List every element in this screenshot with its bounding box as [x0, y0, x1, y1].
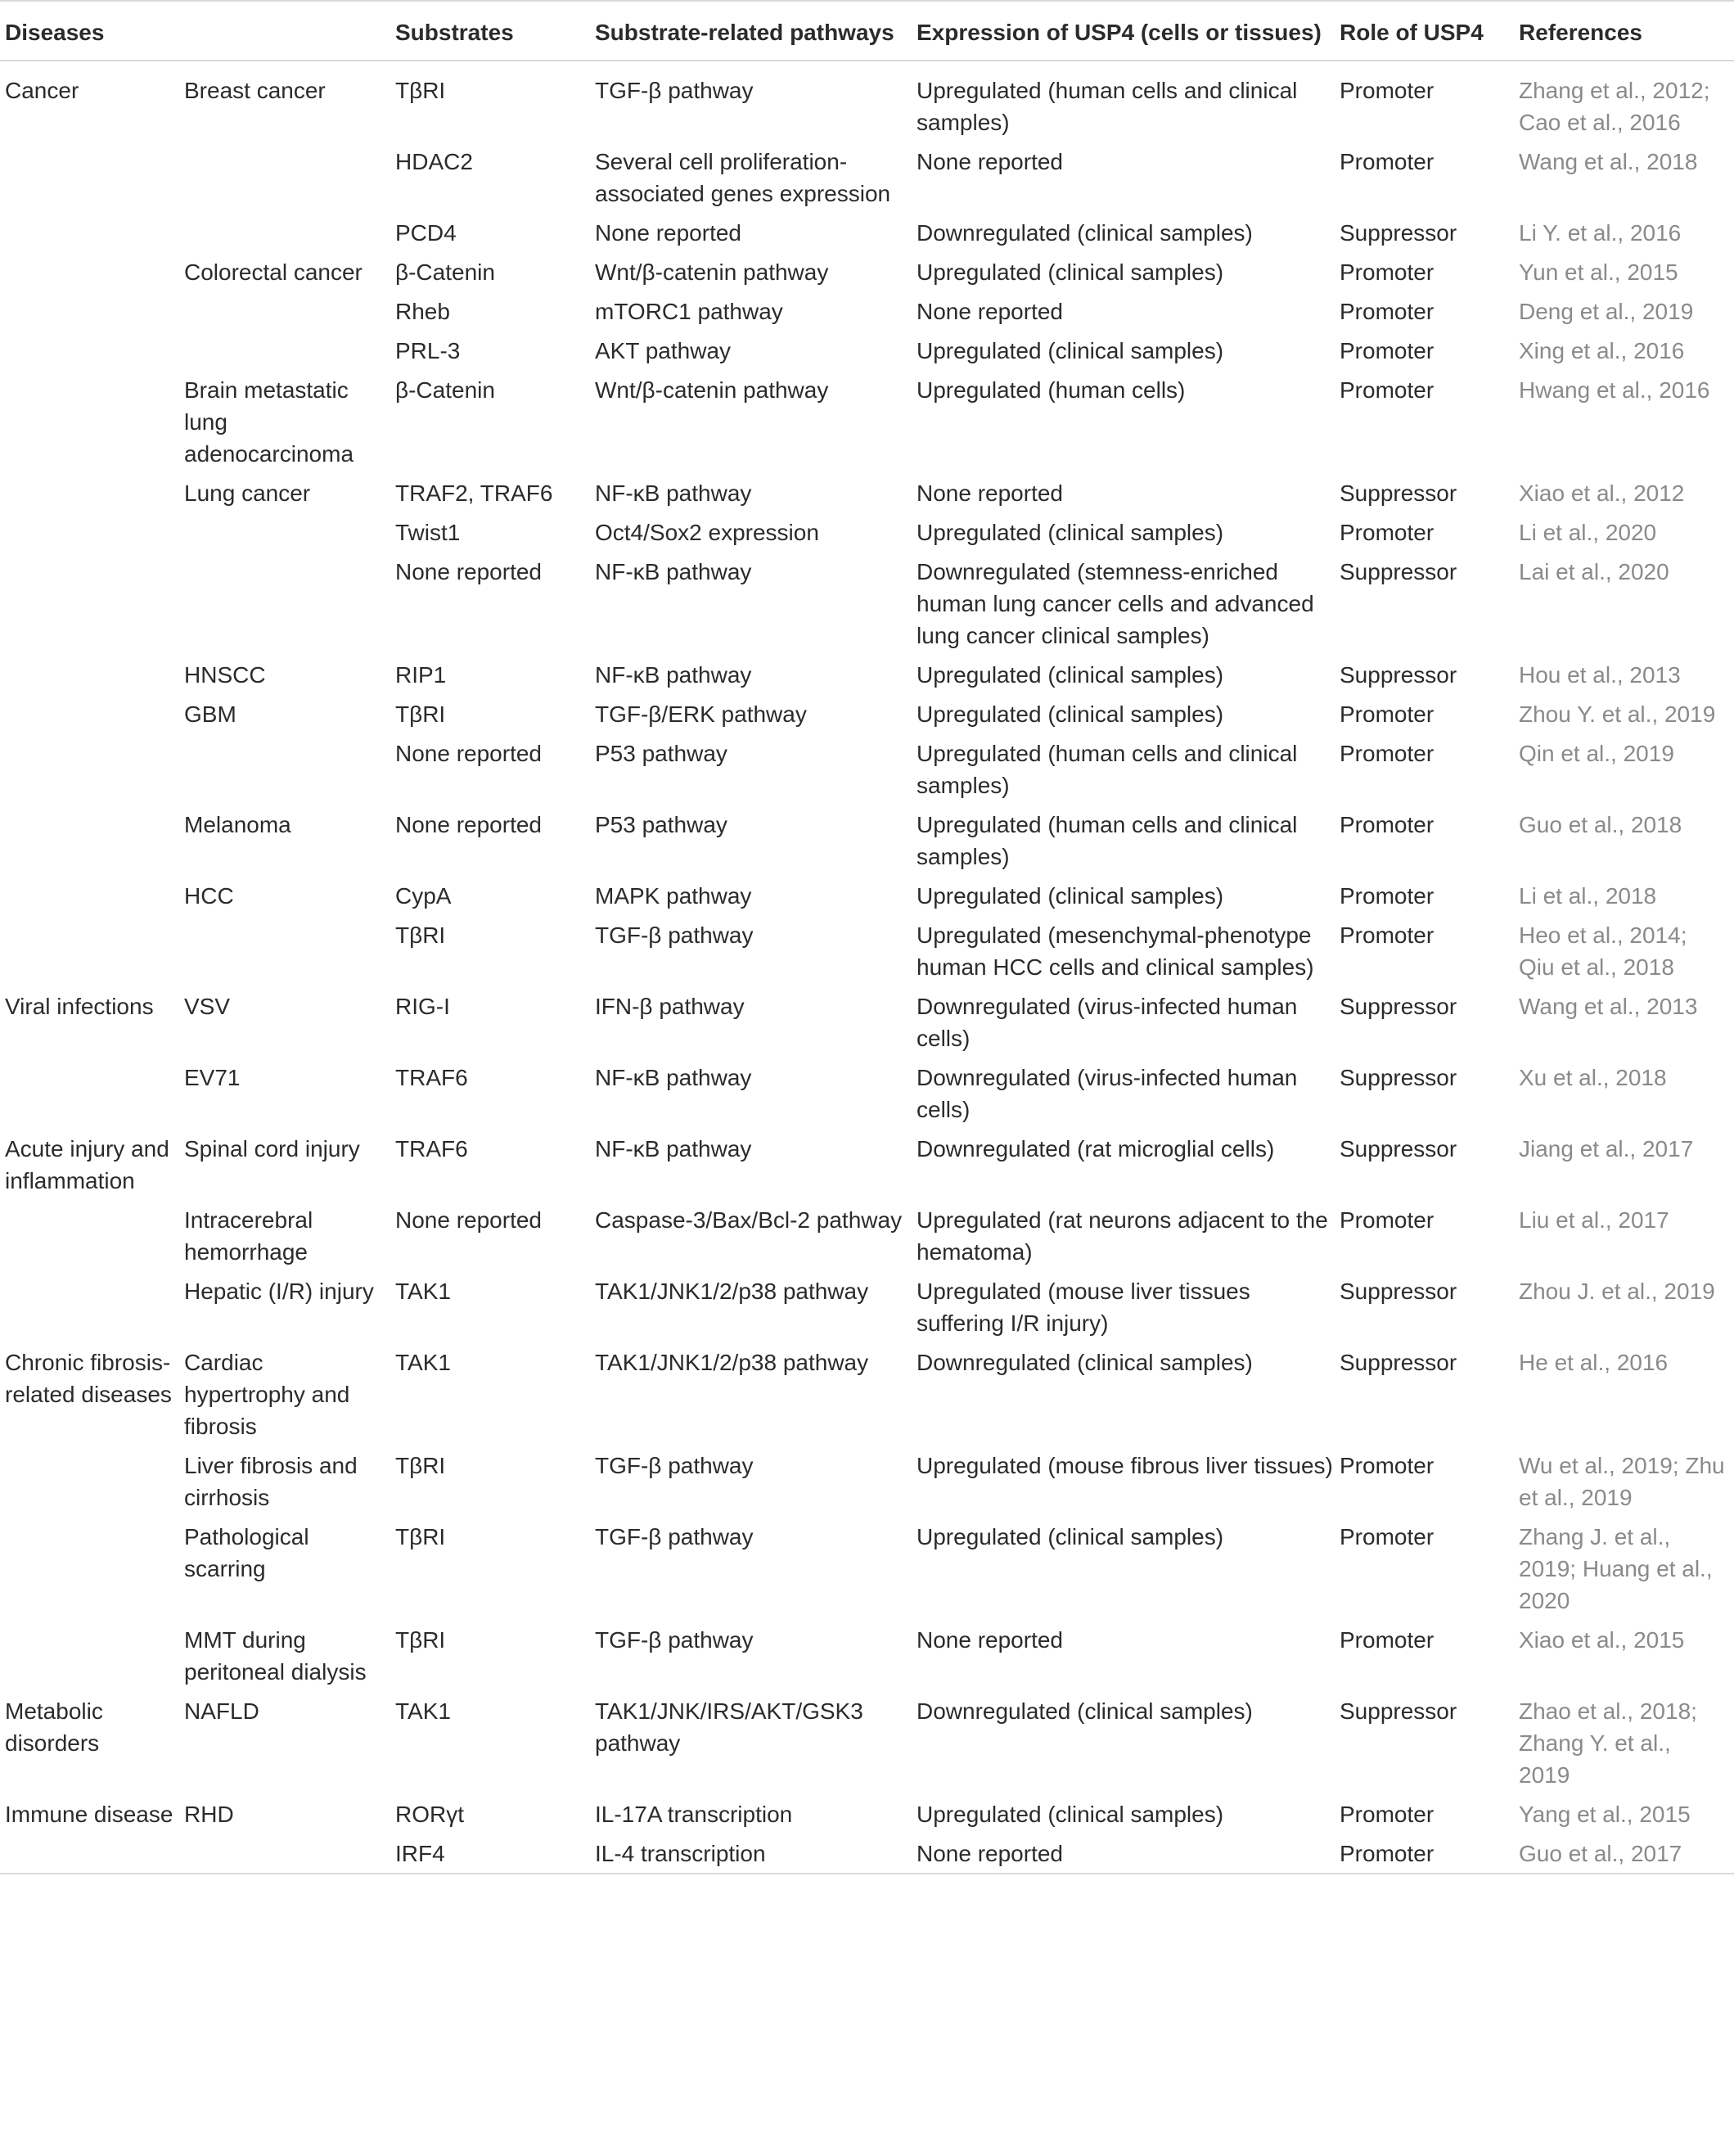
cell-role: Promoter — [1340, 1802, 1434, 1827]
cell-disease — [179, 291, 390, 331]
header-row — [0, 1, 1734, 61]
cell-category — [0, 473, 179, 512]
cell-pathway: P53 pathway — [595, 812, 727, 837]
cell-expression: Downregulated (stemness-enriched human lung cancer cells and advanced lung cancer clinical samples) — [917, 559, 1314, 648]
cell-role: Suppressor — [1340, 1350, 1457, 1375]
cell-references: Yang et al., 2015 — [1519, 1802, 1691, 1827]
cell-substrate: RIP1 — [395, 662, 447, 688]
cell-references: Deng et al., 2019 — [1519, 299, 1694, 324]
cell-disease — [179, 552, 390, 655]
cell-references: Xiao et al., 2015 — [1519, 1627, 1685, 1653]
cell-disease: Spinal cord injury — [184, 1136, 360, 1161]
cell-references: Zhou Y. et al., 2019 — [1519, 701, 1716, 727]
cell-references: Yun et al., 2015 — [1519, 259, 1678, 285]
cell-expression: Downregulated (rat microglial cells) — [917, 1136, 1275, 1161]
cell-pathway: TGF-β/ERK pathway — [595, 701, 807, 727]
cell-substrate: None reported — [395, 741, 543, 766]
cell-disease: RHD — [184, 1802, 234, 1827]
cell-expression: None reported — [912, 1834, 1335, 1874]
cell-category — [0, 1517, 179, 1620]
table-row — [0, 370, 1734, 473]
cell-role: Suppressor — [1340, 559, 1457, 584]
header-expression: Expression of USP4 (cells or tissues) — [912, 1, 1335, 61]
cell-expression: Upregulated (clinical samples) — [917, 338, 1224, 363]
cell-pathway: Several cell proliferation-associated genes expression — [595, 149, 891, 206]
cell-substrate: Rheb — [395, 299, 450, 324]
cell-substrate: TRAF2, TRAF6 — [395, 480, 553, 506]
cell-category: Chronic fibrosis-related diseases — [5, 1350, 172, 1407]
cell-disease — [179, 733, 390, 805]
cell-role: Promoter — [1340, 1207, 1434, 1233]
cell-expression: Upregulated (clinical samples) — [917, 701, 1224, 727]
cell-expression: None reported — [917, 480, 1064, 506]
cell-expression: Upregulated (mouse fibrous liver tissues) — [917, 1453, 1333, 1478]
cell-category — [0, 1200, 179, 1271]
cell-substrate: β-Catenin — [395, 259, 495, 285]
cell-expression: Upregulated (human cells) — [917, 377, 1186, 403]
cell-references: Xu et al., 2018 — [1519, 1065, 1667, 1090]
cell-references: Zhang J. et al., 2019; Huang et al., 2020 — [1519, 1524, 1713, 1613]
table-row — [0, 805, 1734, 876]
cell-pathway: TGF-β pathway — [595, 1627, 754, 1653]
cell-disease: Brain metastatic lung adenocarcinoma — [184, 377, 354, 467]
cell-substrate: None reported — [395, 1207, 543, 1233]
cell-references: Zhou J. et al., 2019 — [1519, 1279, 1715, 1304]
table-row — [0, 876, 1734, 915]
table-row — [0, 986, 1734, 1058]
cell-expression: Downregulated (virus-infected human cells) — [917, 994, 1298, 1051]
cell-role: Promoter — [1340, 299, 1434, 324]
cell-substrate: CypA — [395, 883, 452, 909]
cell-expression: Upregulated (clinical samples) — [917, 1802, 1224, 1827]
cell-substrate: TRAF6 — [395, 1136, 468, 1161]
cell-substrate: IRF4 — [390, 1834, 590, 1874]
cell-substrate: TβRI — [395, 701, 446, 727]
cell-references: Heo et al., 2014; Qiu et al., 2018 — [1519, 922, 1687, 980]
table-row — [0, 1834, 1734, 1874]
cell-references: Jiang et al., 2017 — [1519, 1136, 1694, 1161]
cell-substrate: TβRI — [395, 78, 446, 103]
cell-category — [0, 213, 179, 252]
table-row — [0, 61, 1734, 142]
cell-substrate: None reported — [395, 559, 543, 584]
cell-pathway: Wnt/β-catenin pathway — [595, 377, 829, 403]
cell-category: Immune disease — [5, 1802, 173, 1827]
cell-expression: Upregulated (mouse liver tissues suffering I/R injury) — [917, 1279, 1250, 1336]
cell-role: Promoter — [1335, 1834, 1514, 1874]
cell-disease: EV71 — [184, 1065, 241, 1090]
cell-disease — [179, 512, 390, 552]
cell-pathway: TGF-β pathway — [595, 1524, 754, 1549]
cell-disease: MMT during peritoneal dialysis — [184, 1627, 367, 1685]
cell-category — [0, 1834, 179, 1874]
header-disease-subtype — [179, 1, 390, 61]
cell-category — [0, 142, 179, 213]
cell-substrate: TAK1 — [395, 1279, 451, 1304]
cell-role: Suppressor — [1340, 994, 1457, 1019]
cell-category: Acute injury and inflammation — [5, 1136, 169, 1193]
table-row — [0, 331, 1734, 370]
table-row — [0, 512, 1734, 552]
cell-pathway: NF-κB pathway — [595, 662, 752, 688]
cell-role: Suppressor — [1340, 220, 1457, 246]
cell-category — [0, 512, 179, 552]
cell-references: Guo et al., 2017 — [1514, 1834, 1734, 1874]
table-body — [0, 61, 1734, 1874]
header-role: Role of USP4 — [1335, 1, 1514, 61]
cell-role: Promoter — [1340, 1627, 1434, 1653]
cell-substrate: RORγt — [395, 1802, 464, 1827]
cell-substrate: TβRI — [395, 1524, 446, 1549]
cell-disease: GBM — [184, 701, 236, 727]
cell-category — [0, 915, 179, 986]
cell-expression: Upregulated (mesenchymal-phenotype human HCC cells and clinical samples) — [917, 922, 1314, 980]
cell-references: Zhao et al., 2018; Zhang Y. et al., 2019 — [1519, 1698, 1697, 1788]
cell-role: Promoter — [1340, 377, 1434, 403]
cell-expression: Upregulated (clinical samples) — [917, 1524, 1224, 1549]
cell-role: Promoter — [1340, 1524, 1434, 1549]
cell-references: Xing et al., 2016 — [1519, 338, 1685, 363]
cell-disease: Breast cancer — [184, 78, 326, 103]
cell-category — [0, 1446, 179, 1517]
cell-disease — [179, 331, 390, 370]
cell-pathway: NF-κB pathway — [595, 1136, 752, 1161]
cell-pathway: Wnt/β-catenin pathway — [595, 259, 829, 285]
cell-substrate: Twist1 — [395, 520, 461, 545]
cell-substrate: RIG-I — [395, 994, 450, 1019]
cell-disease — [179, 142, 390, 213]
cell-category — [0, 655, 179, 694]
cell-pathway: mTORC1 pathway — [595, 299, 783, 324]
cell-expression: Downregulated (clinical samples) — [917, 220, 1253, 246]
cell-role: Promoter — [1340, 922, 1434, 948]
cell-pathway: AKT pathway — [595, 338, 732, 363]
cell-references: Li et al., 2018 — [1519, 883, 1657, 909]
table-row — [0, 1271, 1734, 1342]
cell-substrate: TAK1 — [395, 1350, 451, 1375]
cell-expression: None reported — [917, 149, 1064, 174]
cell-role: Promoter — [1340, 883, 1434, 909]
cell-role: Promoter — [1340, 338, 1434, 363]
cell-substrate: PCD4 — [395, 220, 457, 246]
cell-category — [0, 552, 179, 655]
table-row — [0, 915, 1734, 986]
cell-pathway: None reported — [595, 220, 742, 246]
cell-expression: Upregulated (human cells and clinical samples) — [917, 812, 1298, 869]
table-row — [0, 1620, 1734, 1691]
cell-role: Promoter — [1340, 259, 1434, 285]
table-row — [0, 252, 1734, 291]
table-row — [0, 1342, 1734, 1446]
cell-role: Promoter — [1340, 701, 1434, 727]
cell-disease: HNSCC — [184, 662, 266, 688]
table-row — [0, 1691, 1734, 1794]
cell-pathway: NF-κB pathway — [595, 1065, 752, 1090]
table-row — [0, 1446, 1734, 1517]
cell-references: He et al., 2016 — [1519, 1350, 1669, 1375]
cell-role: Promoter — [1340, 149, 1434, 174]
cell-expression: None reported — [917, 299, 1064, 324]
table-row — [0, 655, 1734, 694]
cell-disease: Colorectal cancer — [184, 259, 363, 285]
cell-disease — [179, 213, 390, 252]
cell-pathway: TGF-β pathway — [595, 78, 754, 103]
cell-references: Hwang et al., 2016 — [1519, 377, 1710, 403]
cell-pathway: IFN-β pathway — [595, 994, 745, 1019]
cell-substrate: HDAC2 — [395, 149, 473, 174]
table-row — [0, 694, 1734, 733]
cell-pathway: TGF-β pathway — [595, 922, 754, 948]
cell-role: Promoter — [1340, 1453, 1434, 1478]
cell-substrate: TβRI — [395, 1453, 446, 1478]
cell-substrate: None reported — [395, 812, 543, 837]
cell-role: Promoter — [1340, 812, 1434, 837]
cell-category — [0, 291, 179, 331]
cell-substrate: TβRI — [395, 1627, 446, 1653]
table-row — [0, 1517, 1734, 1620]
cell-substrate: TRAF6 — [395, 1065, 468, 1090]
cell-disease: Cardiac hypertrophy and fibrosis — [184, 1350, 350, 1439]
cell-role: Suppressor — [1340, 662, 1457, 688]
cell-role: Suppressor — [1340, 1136, 1457, 1161]
cell-expression: Upregulated (rat neurons adjacent to the hematoma) — [917, 1207, 1328, 1265]
cell-references: Wang et al., 2013 — [1519, 994, 1698, 1019]
cell-disease: Hepatic (I/R) injury — [184, 1279, 374, 1304]
cell-substrate: TβRI — [395, 922, 446, 948]
cell-references: Li et al., 2020 — [1519, 520, 1657, 545]
cell-category — [0, 1271, 179, 1342]
table-row — [0, 1794, 1734, 1834]
cell-disease: VSV — [184, 994, 231, 1019]
cell-role: Suppressor — [1340, 1279, 1457, 1304]
cell-expression: None reported — [917, 1627, 1064, 1653]
cell-disease: Pathological scarring — [184, 1524, 309, 1581]
table-row — [0, 1200, 1734, 1271]
table-row — [0, 473, 1734, 512]
table-row — [0, 1129, 1734, 1200]
table-row — [0, 291, 1734, 331]
cell-disease: HCC — [184, 883, 234, 909]
cell-category — [0, 805, 179, 876]
cell-category: Cancer — [5, 78, 79, 103]
cell-references: Xiao et al., 2012 — [1519, 480, 1685, 506]
cell-disease: NAFLD — [184, 1698, 259, 1724]
cell-role: Suppressor — [1340, 1698, 1457, 1724]
cell-disease — [179, 1834, 390, 1874]
cell-disease: Liver fibrosis and cirrhosis — [184, 1453, 358, 1510]
header-pathways: Substrate-related pathways — [590, 1, 912, 61]
cell-role: Suppressor — [1340, 1065, 1457, 1090]
cell-references: Qin et al., 2019 — [1519, 741, 1674, 766]
table-header — [0, 1, 1734, 61]
cell-category — [0, 331, 179, 370]
cell-expression: Upregulated (clinical samples) — [917, 662, 1224, 688]
cell-expression: Upregulated (clinical samples) — [917, 259, 1224, 285]
header-references: References — [1514, 1, 1734, 61]
header-diseases: Diseases — [0, 1, 179, 61]
cell-category — [0, 733, 179, 805]
cell-disease: Melanoma — [184, 812, 291, 837]
cell-pathway: NF-κB pathway — [595, 480, 752, 506]
cell-category — [0, 1058, 179, 1129]
cell-expression: Downregulated (virus-infected human cells) — [917, 1065, 1298, 1122]
cell-references: Li Y. et al., 2016 — [1519, 220, 1682, 246]
cell-substrate: PRL-3 — [395, 338, 461, 363]
cell-expression: Downregulated (clinical samples) — [917, 1350, 1253, 1375]
cell-expression: Upregulated (human cells and clinical samples) — [917, 741, 1298, 798]
cell-category — [0, 370, 179, 473]
table-row — [0, 142, 1734, 213]
cell-disease: Intracerebral hemorrhage — [184, 1207, 313, 1265]
cell-disease — [179, 915, 390, 986]
cell-category — [0, 876, 179, 915]
cell-expression: Upregulated (clinical samples) — [917, 883, 1224, 909]
header-substrates: Substrates — [390, 1, 590, 61]
cell-substrate: β-Catenin — [395, 377, 495, 403]
cell-expression: Upregulated (clinical samples) — [917, 520, 1224, 545]
cell-role: Suppressor — [1340, 480, 1457, 506]
cell-references: Wang et al., 2018 — [1519, 149, 1698, 174]
cell-references: Hou et al., 2013 — [1519, 662, 1681, 688]
table-row — [0, 552, 1734, 655]
table-row — [0, 1058, 1734, 1129]
cell-category — [0, 694, 179, 733]
cell-role: Promoter — [1340, 78, 1434, 103]
table-row — [0, 213, 1734, 252]
cell-expression: Downregulated (clinical samples) — [917, 1698, 1253, 1724]
cell-role: Promoter — [1340, 520, 1434, 545]
cell-pathway: NF-κB pathway — [595, 559, 752, 584]
cell-references: Lai et al., 2020 — [1519, 559, 1669, 584]
cell-category: Viral infections — [5, 994, 154, 1019]
cell-references: Liu et al., 2017 — [1519, 1207, 1669, 1233]
cell-references: Zhang et al., 2012; Cao et al., 2016 — [1519, 78, 1710, 135]
cell-pathway: IL-17A transcription — [595, 1802, 793, 1827]
cell-references: Wu et al., 2019; Zhu et al., 2019 — [1519, 1453, 1725, 1510]
cell-pathway: TGF-β pathway — [595, 1453, 754, 1478]
cell-category — [0, 1620, 179, 1691]
cell-pathway: P53 pathway — [595, 741, 727, 766]
cell-substrate: TAK1 — [395, 1698, 451, 1724]
cell-expression: Upregulated (human cells and clinical samples) — [917, 78, 1298, 135]
cell-references: Guo et al., 2018 — [1519, 812, 1682, 837]
cell-pathway: IL-4 transcription — [590, 1834, 912, 1874]
cell-pathway: TAK1/JNK/IRS/AKT/GSK3 pathway — [595, 1698, 863, 1756]
cell-category — [0, 252, 179, 291]
cell-role: Promoter — [1340, 741, 1434, 766]
cell-pathway: TAK1/JNK1/2/p38 pathway — [595, 1350, 869, 1375]
cell-pathway: TAK1/JNK1/2/p38 pathway — [595, 1279, 869, 1304]
cell-pathway: Caspase-3/Bax/Bcl-2 pathway — [595, 1207, 903, 1233]
cell-disease: Lung cancer — [184, 480, 311, 506]
cell-category: Metabolic disorders — [5, 1698, 103, 1756]
table-row — [0, 733, 1734, 805]
cell-pathway: Oct4/Sox2 expression — [595, 520, 819, 545]
cell-pathway: MAPK pathway — [595, 883, 752, 909]
